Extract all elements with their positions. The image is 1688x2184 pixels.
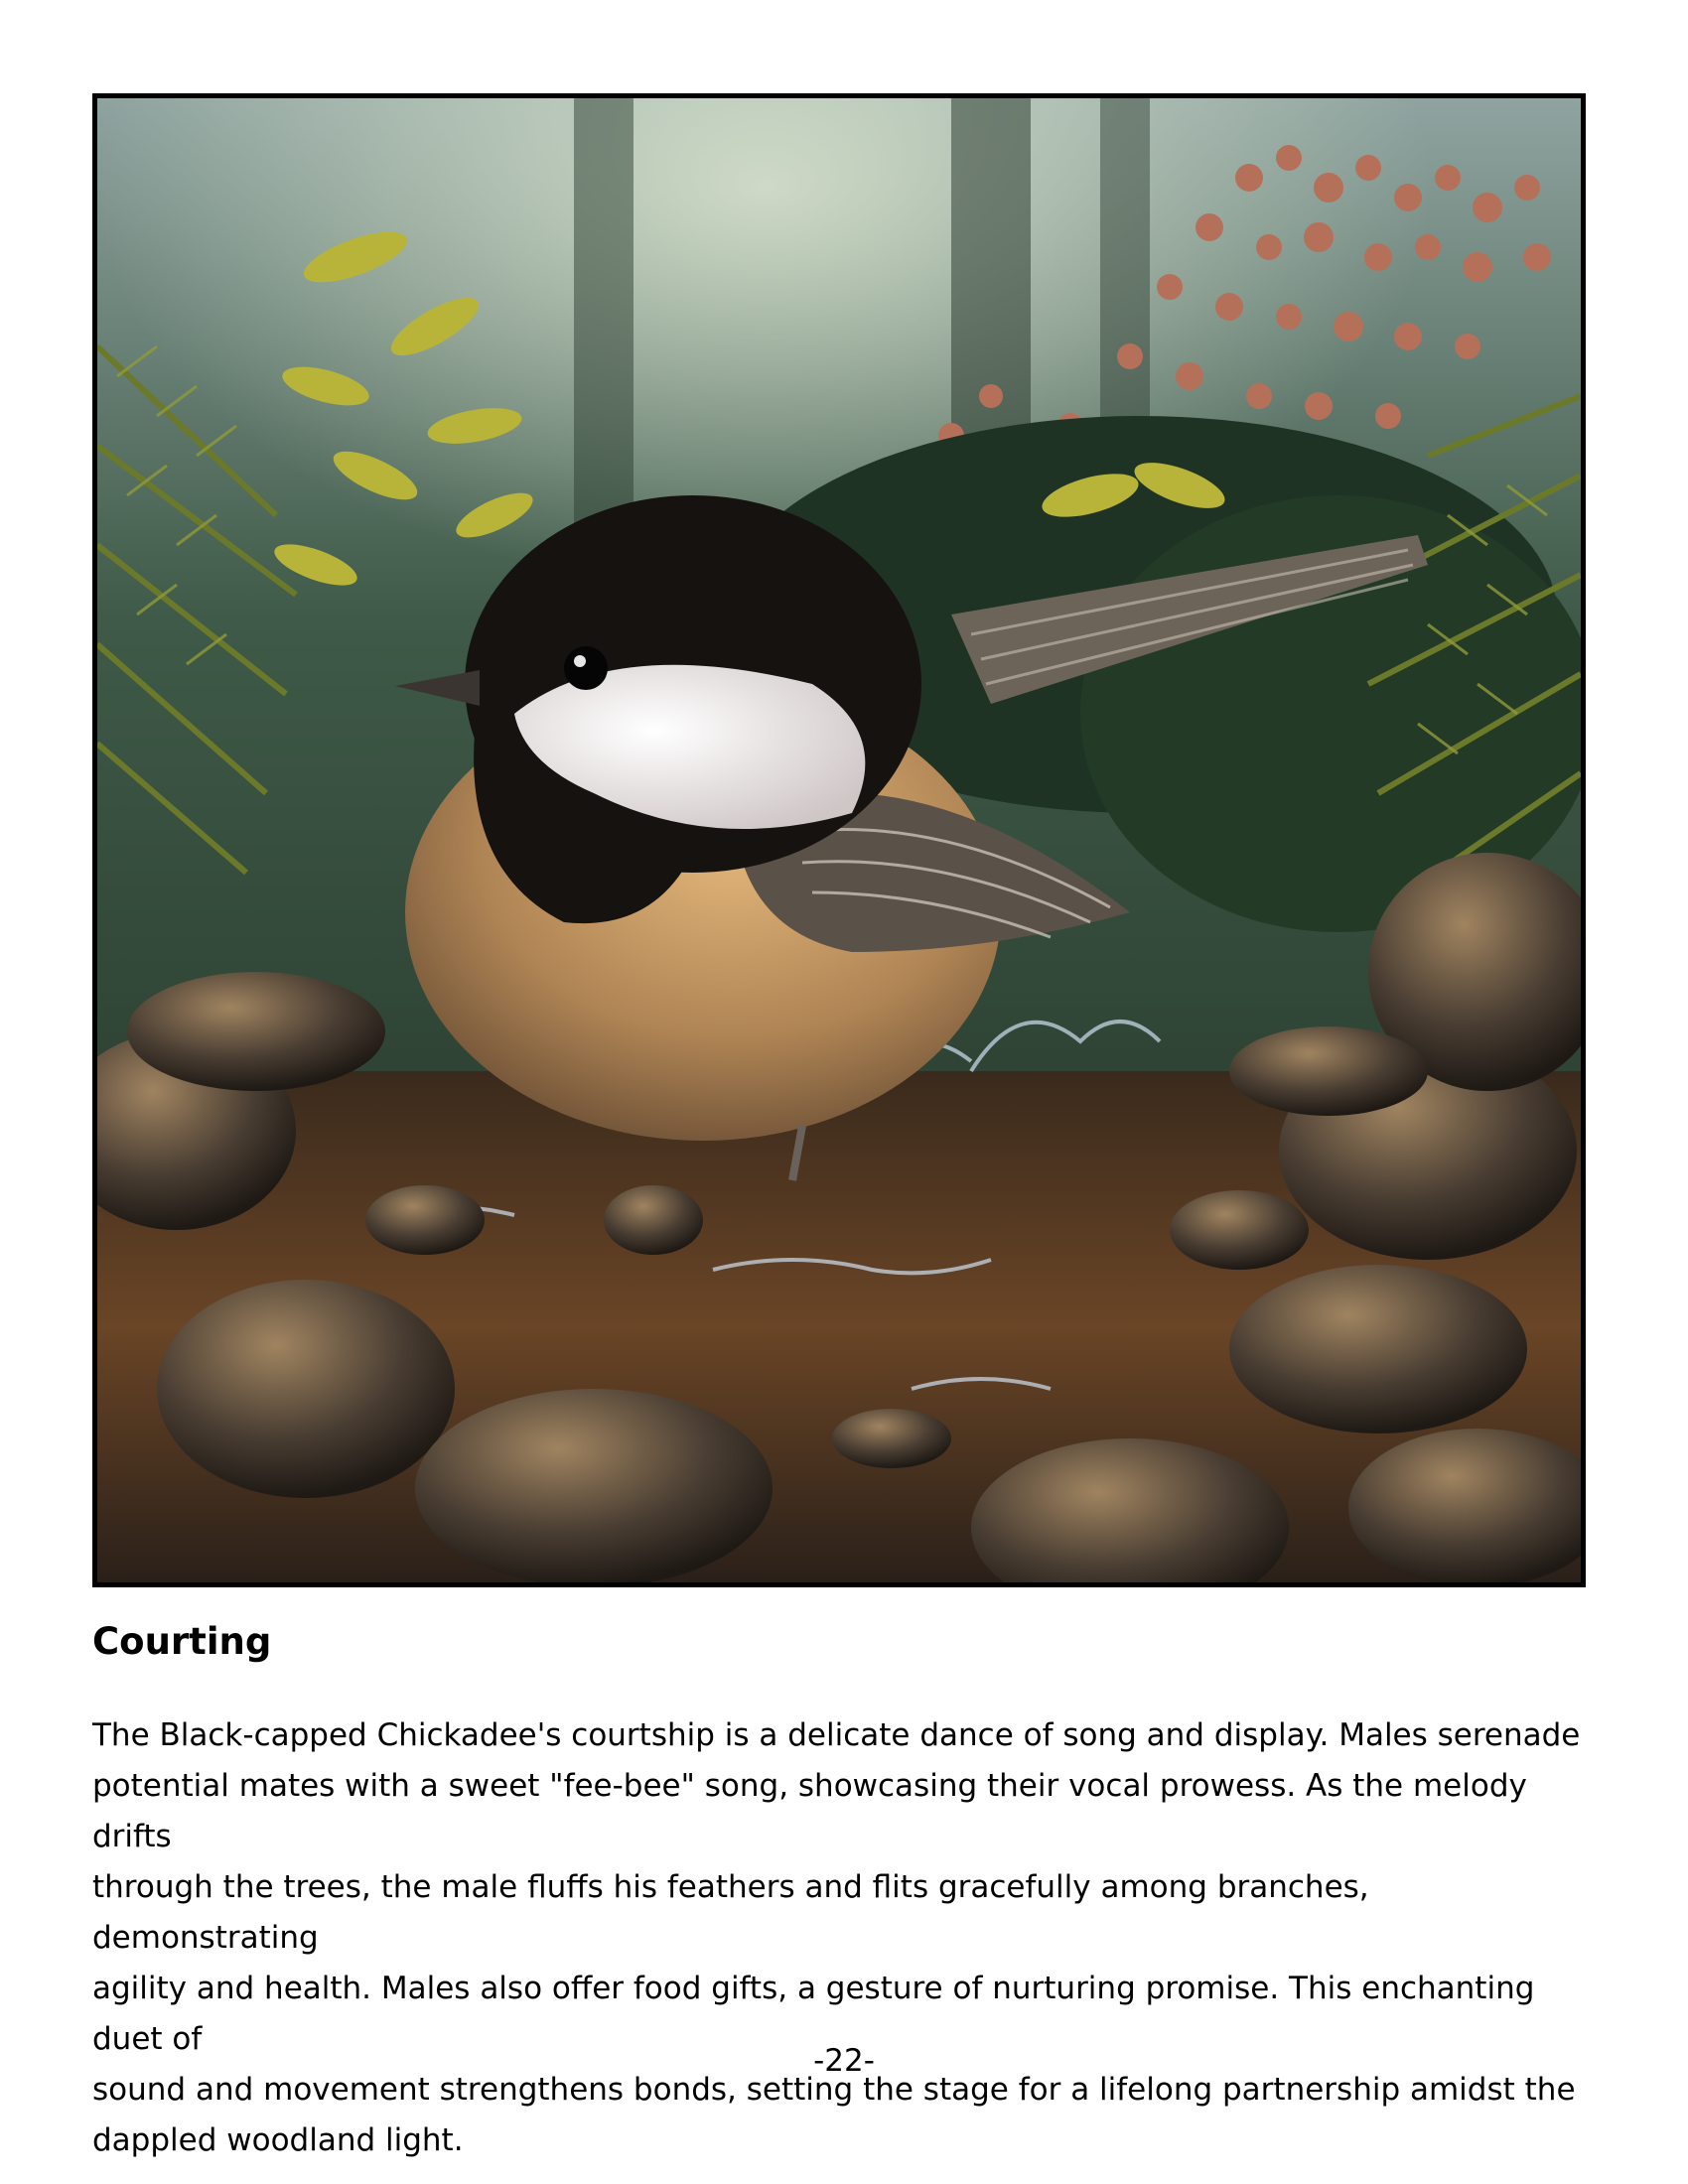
chickadee-illustration — [92, 93, 1586, 1587]
page-number: -22- — [813, 2043, 875, 2079]
section-body-text: The Black-capped Chickadee's courtship is a delicate dance of song and display. Males serenade potential mates with a sweet "fee-bee" song, showcasing their vocal prowess. As the melody drifts through the trees, the male fluffs his feathers and flits gracefully among branches, demonstrating agility and health. Males also offer food gifts, a gesture of nurturing promise. This enchanting duet of sound and movement strengthens bonds, setting the stage for a lifelong partnership amidst the dappled woodland light. — [92, 1717, 1581, 2158]
chickadee-in-stream-illustration-icon — [97, 98, 1581, 1582]
section-heading: Courting — [92, 1620, 272, 1663]
